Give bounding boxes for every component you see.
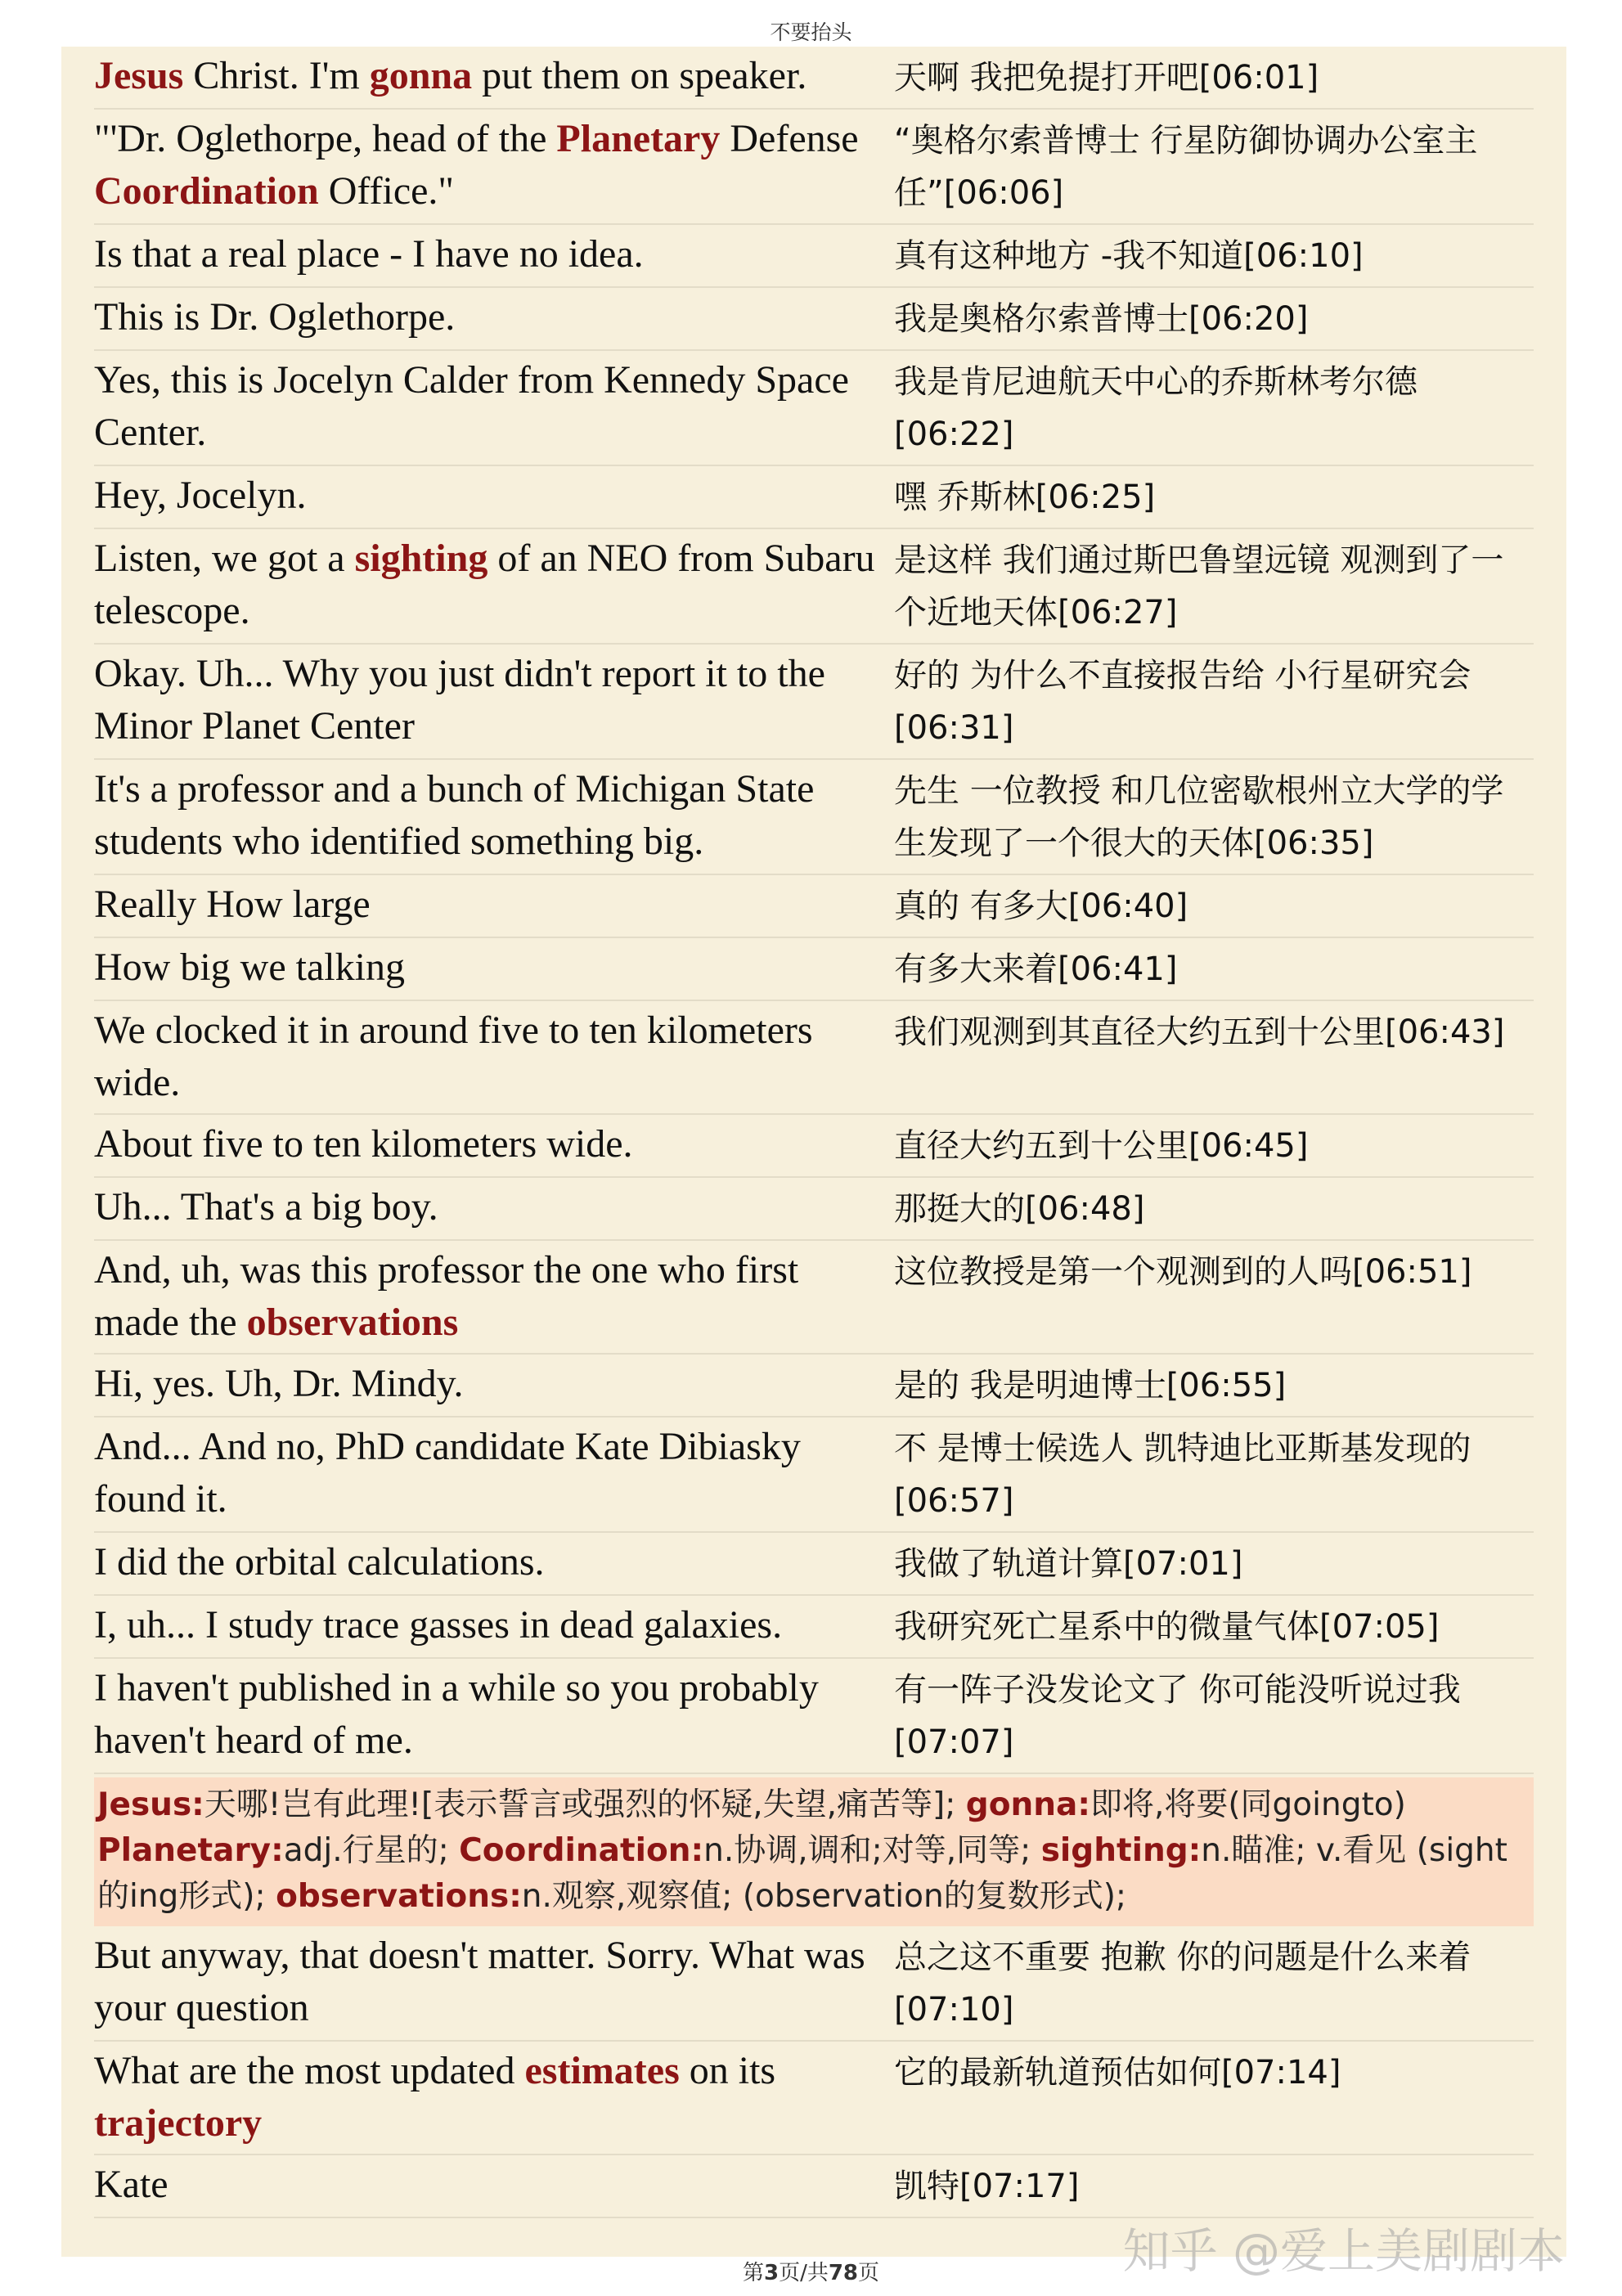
english-text: Yes, this is Jocelyn Calder from Kennedy Space Center.: [94, 358, 849, 454]
keyword: gonna: [369, 54, 473, 97]
footer-mid: 页/共: [779, 2261, 829, 2285]
chinese-line: 先生 一位教授 和几位密歇根州立大学的学生发现了一个很大的天体[06:35]: [894, 772, 1504, 862]
english-line: [94, 354, 879, 459]
subtitle-row: [94, 225, 1534, 288]
english-line: [94, 228, 879, 281]
keyword: observations: [246, 1301, 459, 1344]
english-text: About five to ten kilometers wide.: [94, 1122, 633, 1166]
keyword: Coordination: [94, 169, 319, 213]
vocab-word: observations:: [276, 1878, 522, 1915]
english-line: [94, 1662, 879, 1767]
vocab-definition: n.瞄准; v.看见 (sight的ing形式);: [97, 1832, 1507, 1915]
subtitle-row: [94, 466, 1534, 529]
chinese-line: 那挺大的[06:48]: [894, 1190, 1145, 1228]
subtitle-row: [94, 1533, 1534, 1596]
subtitle-row: [94, 110, 1534, 225]
subtitle-row: [94, 1241, 1534, 1355]
footer-total-pages: 78: [828, 2261, 859, 2285]
english-text: on its: [679, 2049, 776, 2092]
footer-page-number: 3: [763, 2261, 780, 2285]
english-text: Uh... That's a big boy.: [94, 1185, 438, 1229]
subtitle-row: [94, 529, 1534, 645]
english-text: Hi, yes. Uh, Dr. Mindy.: [94, 1362, 464, 1405]
vocab-definition: adj.行星的;: [283, 1832, 460, 1869]
english-text: Okay. Uh... Why you just didn't report it to the Minor Planet Center: [94, 652, 825, 748]
english-text: But anyway, that doesn't matter. Sorry. What was your question: [94, 1934, 865, 2029]
subtitle-row: [94, 760, 1534, 875]
vocab-definition: 天哪!岂有此理![表示誓言或强烈的怀疑,失望,痛苦等];: [204, 1786, 966, 1823]
subtitle-row: [94, 938, 1534, 1001]
vocabulary-box: [94, 1777, 1534, 1926]
chinese-line: 总之这不重要 抱歉 你的问题是什么来着[07:10]: [894, 1939, 1471, 2029]
english-line: [94, 1536, 879, 1588]
subtitle-row: [94, 2042, 1534, 2155]
chinese-line: 这位教授是第一个观测到的人吗[06:51]: [894, 1253, 1472, 1291]
english-line: [94, 470, 879, 522]
subtitle-row: [94, 351, 1534, 466]
english-line: [94, 1118, 879, 1170]
subtitle-row: [94, 288, 1534, 351]
english-line: [94, 1599, 879, 1651]
transcript-block-1: [94, 47, 1534, 1774]
chinese-line: 我研究死亡星系中的微量气体[07:05]: [894, 1608, 1440, 1646]
keyword: Planetary: [556, 117, 721, 160]
english-text: I haven't published in a while so you probably haven't heard of me.: [94, 1666, 819, 1762]
chinese-line: 凯特[07:17]: [894, 2168, 1080, 2205]
chinese-line: 真的 有多大[06:40]: [894, 887, 1188, 925]
footer-prefix: 第: [742, 2261, 764, 2285]
english-text: Listen, we got a: [94, 537, 355, 580]
vocab-word: Jesus:: [97, 1786, 204, 1823]
english-text: This is Dr. Oglethorpe.: [94, 295, 456, 339]
subtitle-row: [94, 1001, 1534, 1115]
chinese-line: 我们观测到其直径大约五到十公里[06:43]: [894, 1013, 1505, 1051]
english-text: And... And no, PhD candidate Kate Dibiasky found it.: [94, 1425, 801, 1521]
subtitle-row: [94, 1659, 1534, 1774]
subtitle-row: [94, 875, 1534, 938]
english-line: [94, 648, 879, 753]
english-text: of an NEO from Subaru telescope.: [94, 537, 875, 632]
english-text: Office.": [318, 169, 455, 213]
subtitle-row: [94, 1115, 1534, 1178]
english-line: [94, 2045, 879, 2150]
english-line: [94, 1421, 879, 1525]
subtitle-row: [94, 1926, 1534, 2042]
keyword: estimates: [524, 2049, 680, 2092]
chinese-line: 真有这种地方 -我不知道[06:10]: [894, 237, 1364, 275]
chinese-line: 它的最新轨道预估如何[07:14]: [894, 2054, 1341, 2092]
keyword: trajectory: [94, 2101, 263, 2145]
chinese-line: 不 是博士候选人 凯特迪比亚斯基发现的[06:57]: [894, 1430, 1471, 1520]
english-line: [94, 1244, 879, 1349]
english-line: [94, 1181, 879, 1233]
chinese-line: 天啊 我把免提打开吧[06:01]: [894, 59, 1319, 97]
english-line: [94, 1004, 879, 1109]
english-text: We clocked it in around five to ten kilometers wide.: [94, 1009, 813, 1104]
keyword: Jesus: [94, 54, 184, 97]
english-text: I did the orbital calculations.: [94, 1540, 545, 1584]
english-line: [94, 113, 879, 218]
english-line: [94, 2159, 879, 2211]
english-text: Christ. I'm: [183, 54, 370, 97]
subtitle-row: [94, 1178, 1534, 1241]
english-text: I, uh... I study trace gasses in dead galaxies.: [94, 1603, 783, 1647]
english-line: [94, 878, 879, 931]
chinese-line: 是这样 我们通过斯巴鲁望远镜 观测到了一个近地天体[06:27]: [894, 541, 1504, 631]
english-text: Hey, Jocelyn.: [94, 474, 307, 517]
footer-suffix: 页: [858, 2261, 880, 2285]
english-text: It's a professor and a bunch of Michigan State students who identified something big.: [94, 767, 815, 863]
english-line: [94, 763, 879, 868]
chinese-line: 好的 为什么不直接报告给 小行星研究会[06:31]: [894, 657, 1471, 747]
english-text: Is that a real place - I have no idea.: [94, 232, 644, 276]
chinese-line: 我是肯尼迪航天中心的乔斯林考尔德[06:22]: [894, 363, 1418, 453]
english-text: How big we talking: [94, 946, 405, 989]
vocab-definition: 即将,将要(同goingto): [1090, 1786, 1406, 1823]
subtitle-row: [94, 1355, 1534, 1418]
vocab-word: Coordination:: [459, 1832, 704, 1869]
chinese-line: “奥格尔索普博士 行星防御协调办公室主任”[06:06]: [894, 122, 1478, 212]
english-line: [94, 941, 879, 994]
chinese-line: 有多大来着[06:41]: [894, 950, 1178, 988]
english-text: Defense: [720, 117, 859, 160]
vocab-word: gonna:: [965, 1786, 1090, 1823]
chinese-line: 我做了轨道计算[07:01]: [894, 1545, 1243, 1583]
vocab-definition: n.协调,调和;对等,同等;: [703, 1832, 1041, 1869]
chinese-line: 嘿 乔斯林[06:25]: [894, 479, 1156, 516]
english-text: What are the most updated: [94, 2049, 525, 2092]
page-header: 不要抬头: [770, 20, 852, 44]
subtitle-row: [94, 47, 1534, 110]
english-line: [94, 1930, 879, 2034]
subtitle-row: [94, 2155, 1534, 2218]
english-text: Kate: [94, 2163, 168, 2206]
english-text: put them on speaker.: [472, 54, 807, 97]
english-text: And, uh, was this professor the one who first made the: [94, 1248, 799, 1344]
chinese-line: 我是奥格尔索普博士[06:20]: [894, 300, 1309, 338]
subtitle-row: [94, 1596, 1534, 1659]
page-body: [61, 47, 1566, 2257]
chinese-line: 直径大约五到十公里[06:45]: [894, 1127, 1309, 1165]
watermark: 知乎 @爱上美剧剧本: [1122, 2223, 1565, 2279]
chinese-line: 是的 我是明迪博士[06:55]: [894, 1367, 1287, 1404]
english-line: [94, 1358, 879, 1410]
english-line: [94, 291, 879, 344]
page-footer: [0, 2256, 1622, 2286]
vocab-definition: n.观察,观察值; (observation的复数形式);: [521, 1878, 1127, 1915]
english-text: Really How large: [94, 883, 371, 926]
english-text: "'Dr. Oglethorpe, head of the: [94, 117, 557, 160]
subtitle-row: [94, 645, 1534, 760]
chinese-line: 有一阵子没发论文了 你可能没听说过我[07:07]: [894, 1671, 1461, 1761]
english-line: [94, 532, 879, 637]
vocab-word: Planetary:: [97, 1832, 284, 1869]
keyword: sighting: [354, 537, 488, 580]
transcript-block-2: [94, 1926, 1534, 2218]
subtitle-row: [94, 1418, 1534, 1533]
english-line: [94, 50, 879, 102]
vocab-word: sighting:: [1040, 1832, 1202, 1869]
